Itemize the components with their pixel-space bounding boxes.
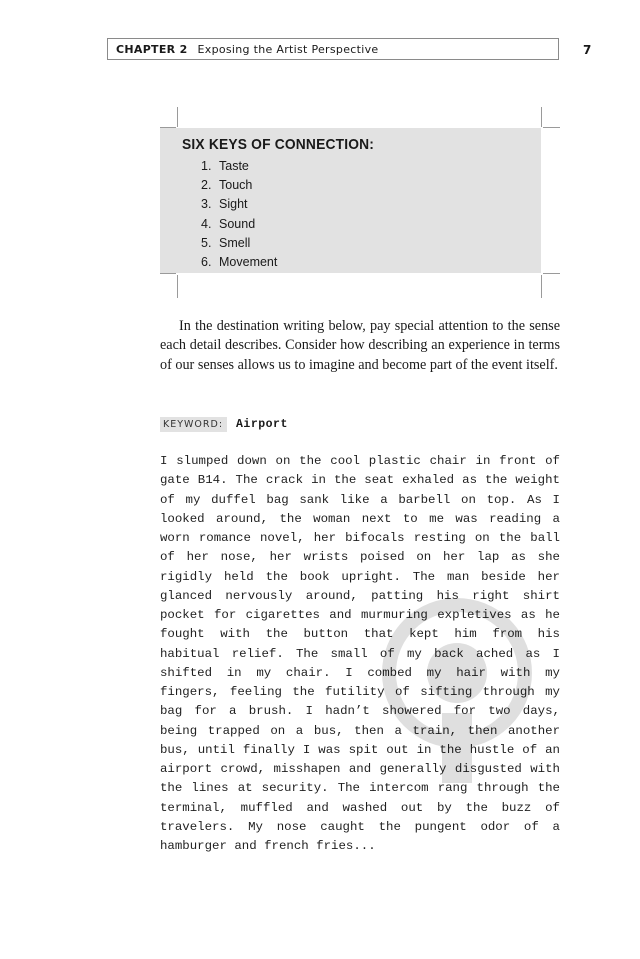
running-header [107,38,559,60]
page-number: 7 [583,43,592,57]
keyword-tag: KEYWORD: [160,417,227,432]
six-keys-sidebar [160,128,541,273]
list-item: 3. Sight [201,197,248,212]
crop-mark [160,273,176,274]
list-item: 5. Smell [201,235,251,250]
keys-list [182,157,541,272]
crop-mark [177,107,178,127]
list-item: 4. Sound [201,216,256,231]
crop-mark [541,107,542,127]
chapter-label: CHAPTER 2 [116,42,188,56]
intro-paragraph: In the destination writing below, pay special attention to the sense each detail describes. Consider how describing an experience in terms of our senses allows us to imagine and become part of the event itself. [160,318,560,373]
destination-writing-passage: I slumped down on the cool plastic chair in front of gate B14. The crack in the seat exhaled as the weight of my duffel bag sank like a barbell on top. As I looked around, the woman next to me was reading a worn romance novel, her bifocals resting on the ball of her nose, her wrists poised on her lap as she rigidly held the book upright. The man beside her glanced nervously around, patting his right shirt pocket for cigarettes and murmuring expletives as he fought with the button that kept him from his habitual relief. The small of my back ached as I shifted in my chair. I combed my hair with my fingers, feeling the futility of sifting through my bag for a brush. I hadn’t showered for two days, being trapped on a bus, then a train, then another bus, until finally I was spit out in the hustle of an airport crowd, misshapen and generally disgusted with the lines at security. The intercom rang through the terminal, muffled and washed out by the buzz of travelers. My nose caught the pungent odor of a hamburger and french fries... [160,454,560,853]
chapter-title: Exposing the Artist Perspective [197,42,379,56]
crop-mark [541,275,542,298]
crop-mark [543,127,560,128]
list-item: 6. Movement [201,255,278,270]
list-item: 1. Taste [201,159,249,173]
list-item: 2. Touch [201,178,253,193]
keyword-value: Airport [236,418,288,431]
crop-mark [543,273,560,274]
crop-mark [177,275,178,298]
keyword-row [160,417,288,432]
sidebar-title: SIX KEYS OF CONNECTION: [182,136,375,153]
